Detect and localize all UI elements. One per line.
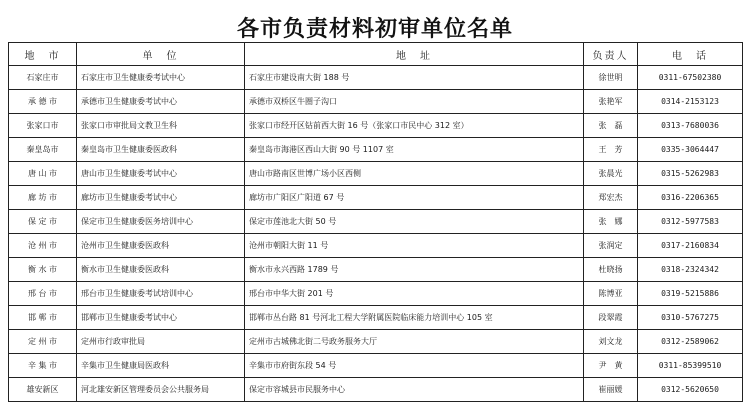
cell-person: 张润定 bbox=[584, 234, 638, 258]
cell-unit: 河北雄安新区管理委员会公共服务局 bbox=[77, 378, 245, 402]
cell-address: 定州市古城佛北街二号政务服务大厅 bbox=[245, 330, 584, 354]
header-city: 地 市 bbox=[9, 43, 77, 66]
cell-phone: 0314-2153123 bbox=[638, 90, 743, 114]
cell-city: 石家庄市 bbox=[9, 66, 77, 90]
cell-city: 承 德 市 bbox=[9, 90, 77, 114]
table-row bbox=[9, 306, 743, 330]
cell-unit: 张家口市审批局文教卫生科 bbox=[77, 114, 245, 138]
cell-phone: 0335-3064447 bbox=[638, 138, 743, 162]
table-row bbox=[9, 282, 743, 306]
header-person: 负责人 bbox=[584, 43, 638, 66]
cell-person: 陈博亚 bbox=[584, 282, 638, 306]
cell-city: 秦皇岛市 bbox=[9, 138, 77, 162]
cell-city: 张家口市 bbox=[9, 114, 77, 138]
table-body bbox=[9, 66, 743, 402]
cell-unit: 邯郸市卫生健康委考试中心 bbox=[77, 306, 245, 330]
cell-unit: 定州市行政审批局 bbox=[77, 330, 245, 354]
cell-address: 张家口市经开区钻前西大街 16 号（张家口市民中心 312 室） bbox=[245, 114, 584, 138]
table-row bbox=[9, 162, 743, 186]
table-row bbox=[9, 114, 743, 138]
cell-phone: 0317-2160834 bbox=[638, 234, 743, 258]
cell-phone: 0312-5620650 bbox=[638, 378, 743, 402]
cell-person: 张艳军 bbox=[584, 90, 638, 114]
cell-phone: 0311-67502380 bbox=[638, 66, 743, 90]
cell-phone: 0313-7680036 bbox=[638, 114, 743, 138]
cell-person: 张 娜 bbox=[584, 210, 638, 234]
document-title: 各市负责材料初审单位名单 bbox=[236, 17, 513, 42]
table-row bbox=[9, 138, 743, 162]
header-row bbox=[9, 43, 743, 66]
header-unit: 单 位 bbox=[77, 43, 245, 66]
cell-phone: 0312-5977583 bbox=[638, 210, 743, 234]
cell-unit: 石家庄市卫生健康委考试中心 bbox=[77, 66, 245, 90]
cell-unit: 辛集市卫生健康局医政科 bbox=[77, 354, 245, 378]
cell-city: 邯 郸 市 bbox=[9, 306, 77, 330]
cell-phone: 0312-2589062 bbox=[638, 330, 743, 354]
table-row bbox=[9, 90, 743, 114]
cell-city: 辛 集 市 bbox=[9, 354, 77, 378]
cell-person: 徐世明 bbox=[584, 66, 638, 90]
cell-address: 保定市莲池北大街 50 号 bbox=[245, 210, 584, 234]
cell-unit: 邢台市卫生健康委考试培训中心 bbox=[77, 282, 245, 306]
cell-address: 邯郸市丛台路 81 号河北工程大学附属医院临床能力培训中心 105 室 bbox=[245, 306, 584, 330]
cell-city: 廊 坊 市 bbox=[9, 186, 77, 210]
cell-city: 唐 山 市 bbox=[9, 162, 77, 186]
cell-unit: 保定市卫生健康委医务培训中心 bbox=[77, 210, 245, 234]
cell-unit: 廊坊市卫生健康委考试中心 bbox=[77, 186, 245, 210]
cell-address: 辛集市市府街东段 54 号 bbox=[245, 354, 584, 378]
table-row bbox=[9, 378, 743, 402]
cell-unit: 衡水市卫生健康委医政科 bbox=[77, 258, 245, 282]
cell-person: 张晨光 bbox=[584, 162, 638, 186]
cell-phone: 0315-5262983 bbox=[638, 162, 743, 186]
header-address: 地 址 bbox=[245, 43, 584, 66]
cell-address: 石家庄市建设南大街 188 号 bbox=[245, 66, 584, 90]
table-row bbox=[9, 186, 743, 210]
table-row bbox=[9, 354, 743, 378]
cell-person: 尹 黄 bbox=[584, 354, 638, 378]
table-row bbox=[9, 234, 743, 258]
cell-phone: 0319-5215886 bbox=[638, 282, 743, 306]
cell-unit: 唐山市卫生健康委考试中心 bbox=[77, 162, 245, 186]
table-row bbox=[9, 66, 743, 90]
table-row bbox=[9, 258, 743, 282]
reviewer-unit-table bbox=[8, 42, 743, 402]
cell-phone: 0311-85399510 bbox=[638, 354, 743, 378]
cell-unit: 秦皇岛市卫生健康委医政科 bbox=[77, 138, 245, 162]
cell-city: 沧 州 市 bbox=[9, 234, 77, 258]
cell-address: 邢台市中华大街 201 号 bbox=[245, 282, 584, 306]
cell-address: 唐山市路南区世博广场小区西侧 bbox=[245, 162, 584, 186]
cell-address: 衡水市永兴西路 1789 号 bbox=[245, 258, 584, 282]
cell-person: 刘文龙 bbox=[584, 330, 638, 354]
cell-person: 张 磊 bbox=[584, 114, 638, 138]
cell-person: 段翠霞 bbox=[584, 306, 638, 330]
cell-person: 杜晓扬 bbox=[584, 258, 638, 282]
cell-address: 沧州市朝阳大街 11 号 bbox=[245, 234, 584, 258]
cell-city: 邢 台 市 bbox=[9, 282, 77, 306]
cell-address: 承德市双桥区牛圈子沟口 bbox=[245, 90, 584, 114]
table-row bbox=[9, 330, 743, 354]
cell-address: 保定市容城县市民服务中心 bbox=[245, 378, 584, 402]
cell-city: 定 州 市 bbox=[9, 330, 77, 354]
cell-person: 崔丽媛 bbox=[584, 378, 638, 402]
cell-address: 秦皇岛市海港区西山大街 90 号 1107 室 bbox=[245, 138, 584, 162]
cell-city: 雄安新区 bbox=[9, 378, 77, 402]
cell-person: 郑宏杰 bbox=[584, 186, 638, 210]
cell-address: 廊坊市广阳区广阳道 67 号 bbox=[245, 186, 584, 210]
cell-city: 保 定 市 bbox=[9, 210, 77, 234]
table-header bbox=[9, 43, 743, 66]
cell-phone: 0318-2324342 bbox=[638, 258, 743, 282]
cell-person: 王 芳 bbox=[584, 138, 638, 162]
cell-phone: 0310-5767275 bbox=[638, 306, 743, 330]
cell-unit: 沧州市卫生健康委医政科 bbox=[77, 234, 245, 258]
header-phone: 电 话 bbox=[638, 43, 743, 66]
cell-phone: 0316-2206365 bbox=[638, 186, 743, 210]
table-row bbox=[9, 210, 743, 234]
cell-unit: 承德市卫生健康委考试中心 bbox=[77, 90, 245, 114]
cell-city: 衡 水 市 bbox=[9, 258, 77, 282]
